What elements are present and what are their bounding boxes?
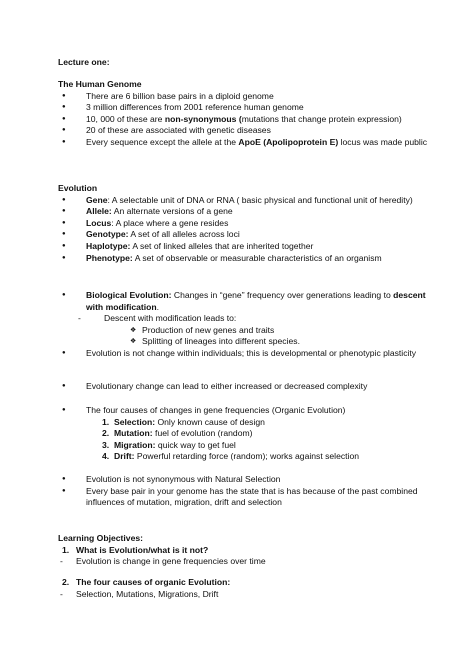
objectives-section — [58, 533, 428, 568]
list-item: ● 10, 000 of these are non-synonymous (mutations that change protein expression) — [58, 114, 428, 126]
complexity-block — [58, 381, 428, 393]
list-item: ● Gene: A selectable unit of DNA or RNA ( basic physical and functional unit of heredity) — [58, 195, 428, 207]
list-item: ● There are 6 billion base pairs in a diploid genome — [58, 91, 428, 103]
list-item: ● Phenotype: A set of observable or measurable characteristics of an organism — [58, 253, 428, 265]
list-item: ● Genotype: A set of all alleles across loci — [58, 229, 428, 241]
lecture-title: Lecture one: — [58, 57, 110, 67]
list-item: 2. The four causes of organic Evolution: — [62, 577, 231, 587]
list-item: 2. Mutation: fuel of evolution (random) — [102, 428, 253, 439]
evolution-section — [58, 183, 428, 264]
list-item: ● Locus: A place where a gene resides — [58, 218, 428, 230]
list-item: ● Every base pair in your genome has the state that is has because of the past combined influences of mutation, migration, drift and selection — [58, 486, 428, 509]
list-item: 3. Migration: quick way to get fuel — [102, 439, 236, 450]
list-item: - Evolution is change in gene frequencies over time — [58, 556, 428, 568]
four-causes-block — [58, 405, 428, 463]
list-item: ● Evolution is not change within individuals; this is developmental or phenotypic plasticity — [58, 348, 428, 360]
objectives-heading: Learning Objectives: — [58, 533, 144, 543]
list-item: ● Haplotype: A set of linked alleles that are inherited together — [58, 241, 428, 253]
definitions-list — [58, 195, 428, 265]
list-item: ● Biological Evolution: Changes in “gene” frequency over generations leading to descent with modification. — [58, 290, 428, 313]
list-item: ● 3 million differences from 2001 reference human genome — [58, 102, 428, 114]
list-item: ❖ Production of new genes and traits — [58, 325, 428, 337]
list-item: ● Evolution is not synonymous with Natural Selection — [58, 474, 428, 486]
list-item: ● 20 of these are associated with genetic diseases — [58, 125, 428, 137]
biological-evolution-block — [58, 290, 428, 360]
closing-points-block — [58, 474, 428, 509]
genome-list — [58, 91, 428, 149]
list-item: ● Allele: An alternate versions of a gene — [58, 206, 428, 218]
list-item: ❖ Splitting of lineages into different species. — [58, 336, 428, 348]
genome-heading: The Human Genome — [58, 79, 142, 89]
list-item: - Descent with modification leads to: — [76, 313, 428, 325]
list-item: ● Every sequence except the allele at the ApoE (Apolipoprotein E) locus was made public — [58, 137, 428, 149]
list-item: - Selection, Mutations, Migrations, Drift — [58, 589, 428, 601]
list-item: 1. What is Evolution/what is it not? — [62, 544, 209, 555]
list-item: ● The four causes of changes in gene frequencies (Organic Evolution) — [58, 405, 428, 417]
list-item: 1. Selection: Only known cause of design — [102, 416, 265, 427]
objectives-section-2 — [58, 577, 428, 600]
list-item: ● Evolutionary change can lead to either increased or decreased complexity — [58, 381, 428, 393]
genome-section — [58, 79, 428, 149]
evolution-heading: Evolution — [58, 183, 98, 193]
list-item: 4. Drift: Powerful retarding force (random); works against selection — [102, 451, 360, 462]
